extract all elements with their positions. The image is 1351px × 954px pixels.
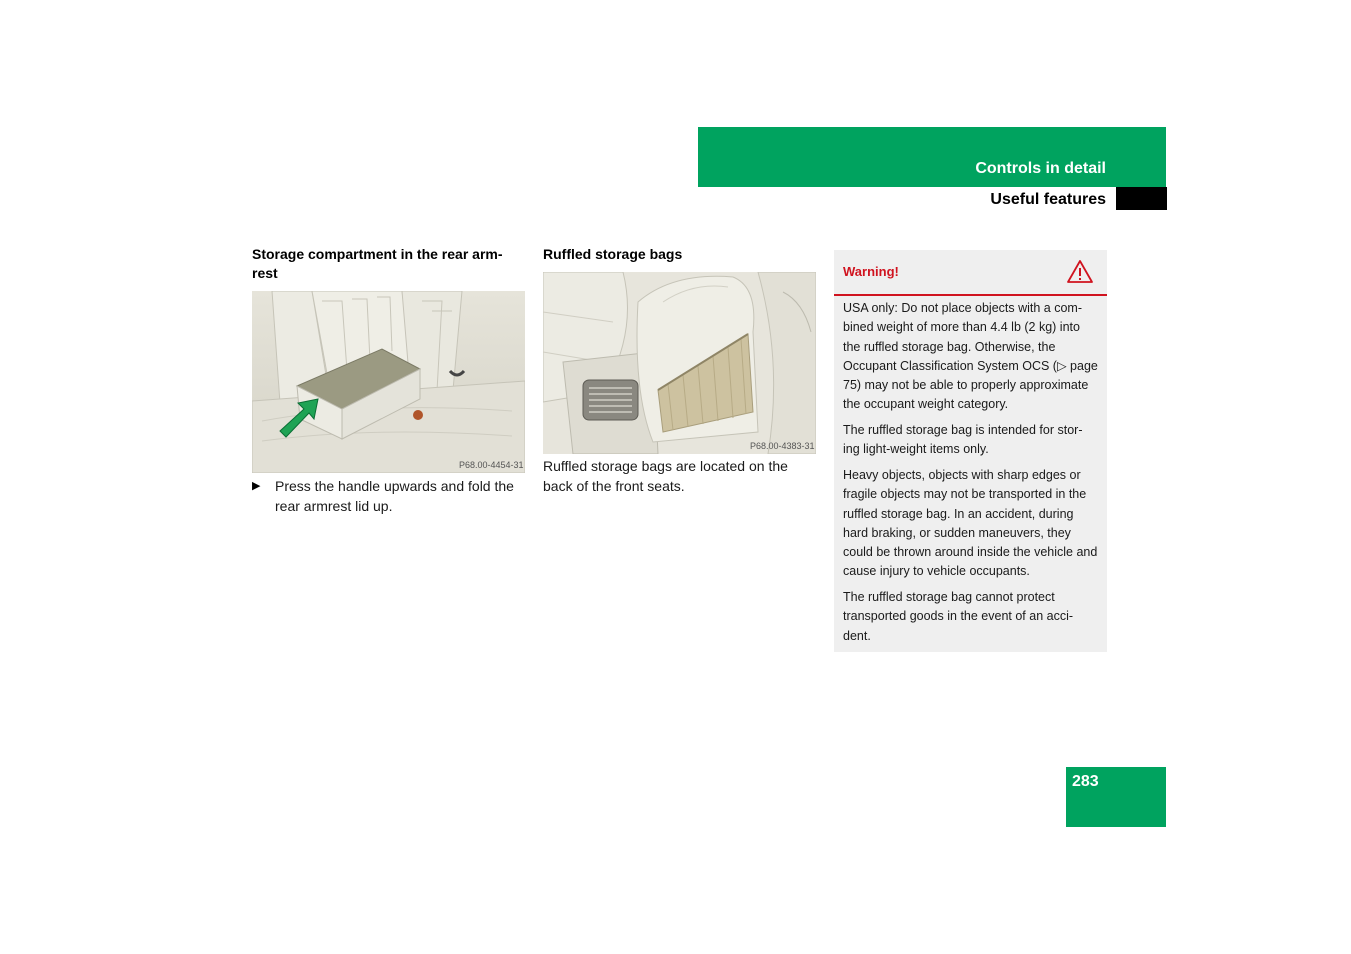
page-number: 283 — [1072, 773, 1099, 790]
armrest-instruction-text: Press the handle upwards and fold the rear armrest lid up. — [275, 478, 514, 514]
storage-bags-illustration — [543, 272, 816, 454]
bullet-arrow-icon: ▶ — [252, 480, 261, 492]
armrest-figure-code: P68.00-4454-31 — [459, 460, 524, 470]
storage-bags-heading: Ruffled storage bags — [543, 246, 683, 262]
warning-triangle-icon — [1066, 259, 1094, 284]
armrest-heading-line1: Storage compartment in the rear arm- — [252, 246, 503, 262]
armrest-illustration — [252, 291, 525, 473]
storage-bags-figure — [543, 272, 816, 454]
subsection-title: Useful features — [990, 191, 1106, 208]
header-band — [698, 127, 1166, 187]
storage-bags-figure-code: P68.00-4383-31 — [750, 441, 815, 451]
warning-paragraph: The ruffled storage bag cannot protect transported goods in the event of an acci-dent. — [843, 590, 1074, 643]
warning-title: Warning! — [843, 264, 899, 279]
warning-box — [834, 250, 1107, 652]
warning-paragraph: The ruffled storage bag is intended for stor-ing light-weight items only. — [843, 423, 1083, 457]
armrest-figure — [252, 291, 525, 473]
section-title: Controls in detail — [975, 160, 1106, 177]
armrest-heading — [252, 245, 527, 283]
warning-paragraph: USA only: Do not place objects with a com-bined weight of more than 4.4 lb (2 kg) into the ruffled storage bag. Otherwise, the Occupant Classification System OCS (▷ page 75) may not be able to properly approximate the occupant weight category. — [843, 301, 1098, 412]
storage-bags-text: Ruffled storage bags are located on the back of the front seats. — [543, 458, 788, 494]
section-marker-tab — [1116, 187, 1167, 210]
warning-paragraph: Heavy objects, objects with sharp edges or fragile objects may not be transported in the ruffled storage bag. In an accident, during hard braking, or sudden maneuvers, they could be thrown around inside the vehicle and cause injury to vehicle occupants. — [843, 468, 1098, 579]
armrest-heading-line2: rest — [252, 265, 278, 281]
warning-header — [834, 250, 1107, 296]
